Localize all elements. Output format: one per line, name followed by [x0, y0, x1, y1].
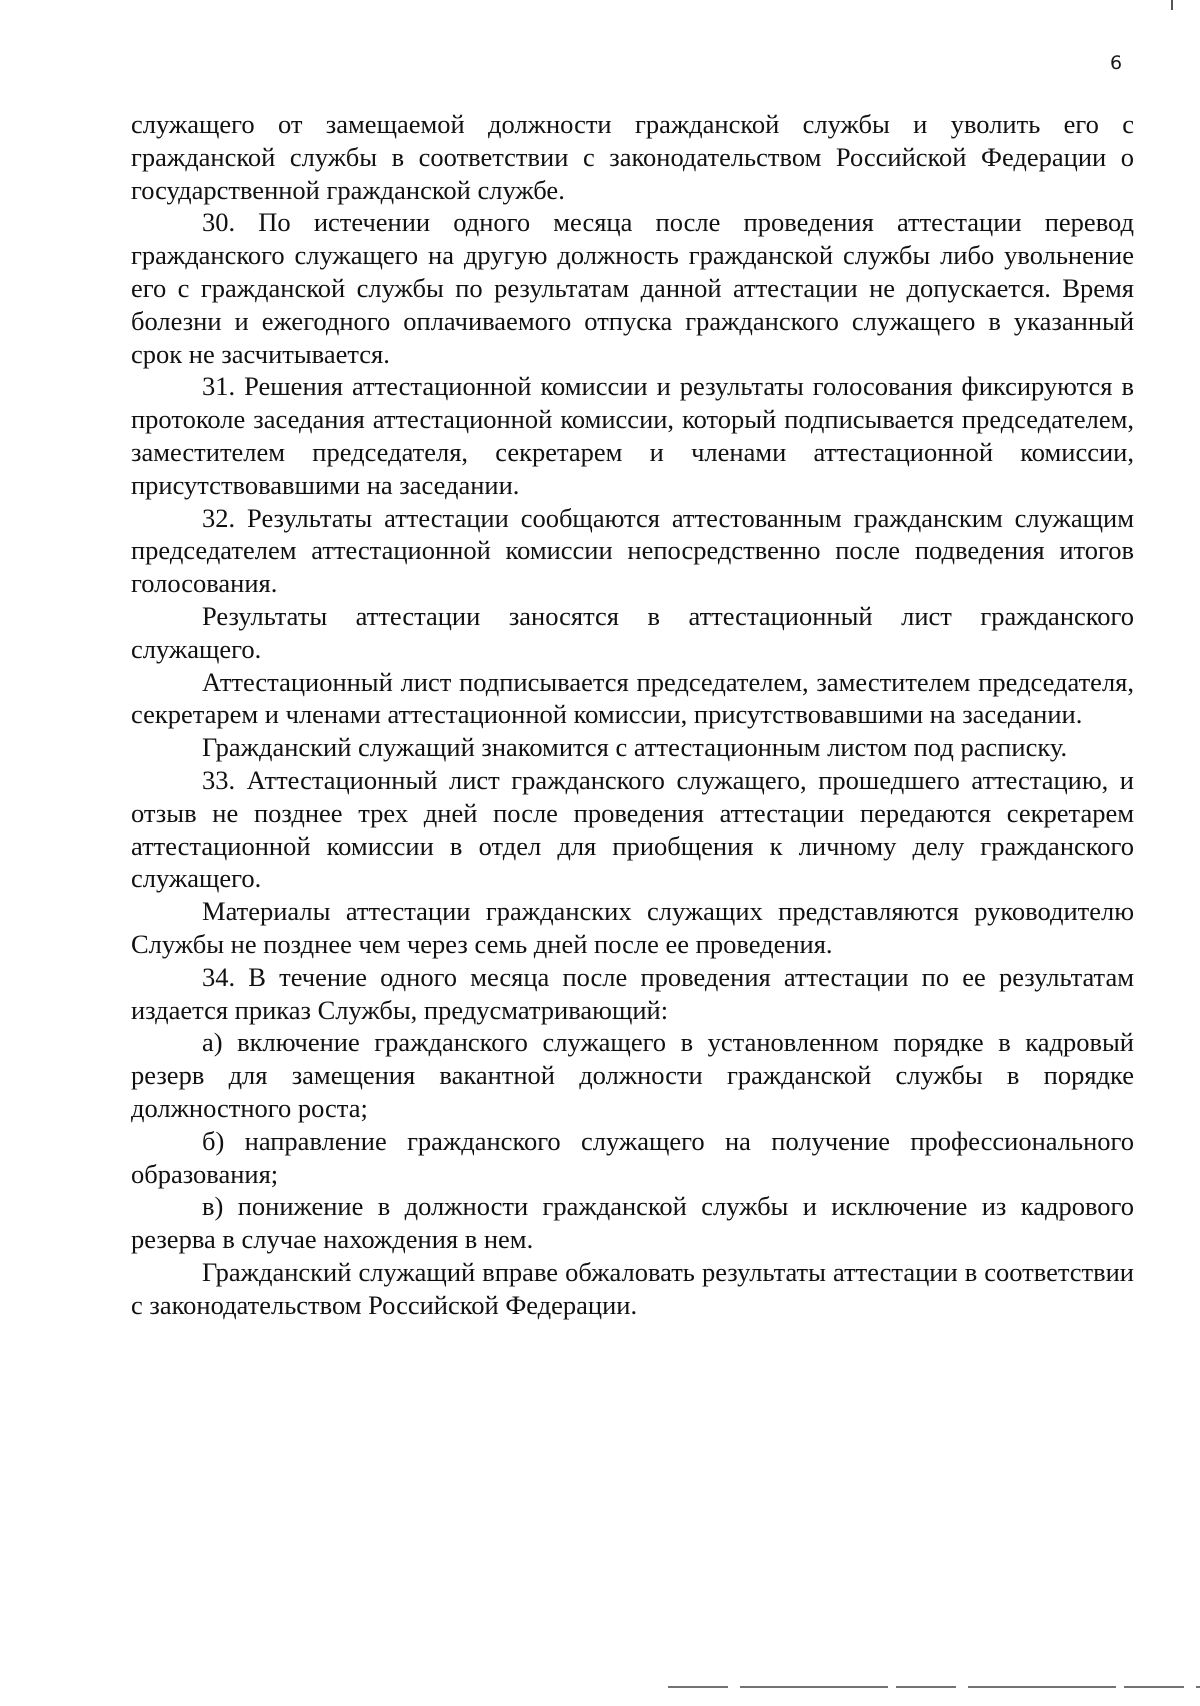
- paragraph-results-entry: Результаты аттестации заносятся в аттестационный лист гражданского служащего.: [131, 600, 1134, 664]
- paragraph-subitem-a: а) включение гражданского служащего в установленном порядке в кадровый резерв для замещения вакантной должности гражданской службы в порядке должностного роста;: [131, 1027, 1134, 1123]
- scan-edge-mark: [1171, 0, 1173, 10]
- scan-bottom-line: [668, 1686, 1200, 1688]
- paragraph-acquaintance: Гражданский служащий знакомится с аттестационным листом под расписку.: [202, 732, 1068, 763]
- document-body: [131, 108, 1134, 1321]
- paragraph-item-30: 30. По истечении одного месяца после проведения аттестации перевод гражданского служащего на другую должность гражданской службы либо увольнение его с гражданской службы по результатам данной аттестации не допускается. Время болезни и ежегодного оплачиваемого отпуска гражданского служащего в указанный срок не засчитывается.: [131, 207, 1134, 369]
- paragraph-item-32: 32. Результаты аттестации сообщаются аттестованным гражданским служащим председателем аттестационной комиссии непосредственно после подведения итогов голосования.: [131, 502, 1134, 599]
- paragraph-item-31: 31. Решения аттестационной комиссии и результаты голосования фиксируются в протоколе заседания аттестационной комиссии, который подписывается председателем, заместителем председателя, секретарем и членами аттестационной комиссии, присутствовавшими на заседании.: [131, 371, 1134, 500]
- paragraph-item-34: 34. В течение одного месяца после проведения аттестации по ее результатам издается приказ Службы, предусматривающий:: [131, 961, 1134, 1025]
- page-number: 6: [1110, 52, 1123, 74]
- paragraph-subitem-v: в) понижение в должности гражданской службы и исключение из кадрового резерва в случае нахождения в нем.: [131, 1191, 1134, 1255]
- paragraph-continuation: служащего от замещаемой должности гражданской службы и уволить его с гражданской службы в соответствии с законодательством Российской Федерации о государственной гражданской службе.: [131, 109, 1134, 205]
- paragraph-subitem-b: б) направление гражданского служащего на получение профессионального образования;: [131, 1125, 1134, 1189]
- paragraph-materials: Материалы аттестации гражданских служащих представляются руководителю Службы не позднее чем через семь дней после ее проведения.: [131, 896, 1134, 959]
- paragraph-appeal: Гражданский служащий вправе обжаловать результаты аттестации в соответствии с законодательством Российской Федерации.: [131, 1256, 1134, 1320]
- paragraph-item-33: 33. Аттестационный лист гражданского служащего, прошедшего аттестацию, и отзыв не позднее трех дней после проведения аттестации передаются секретарем аттестационной комиссии в отдел для приобщения к личному делу гражданского служащего.: [131, 764, 1134, 894]
- paragraph-sheet-signing: Аттестационный лист подписывается председателем, заместителем председателя, секретарем и членами аттестационной комиссии, присутствовавшими на заседании.: [131, 666, 1134, 730]
